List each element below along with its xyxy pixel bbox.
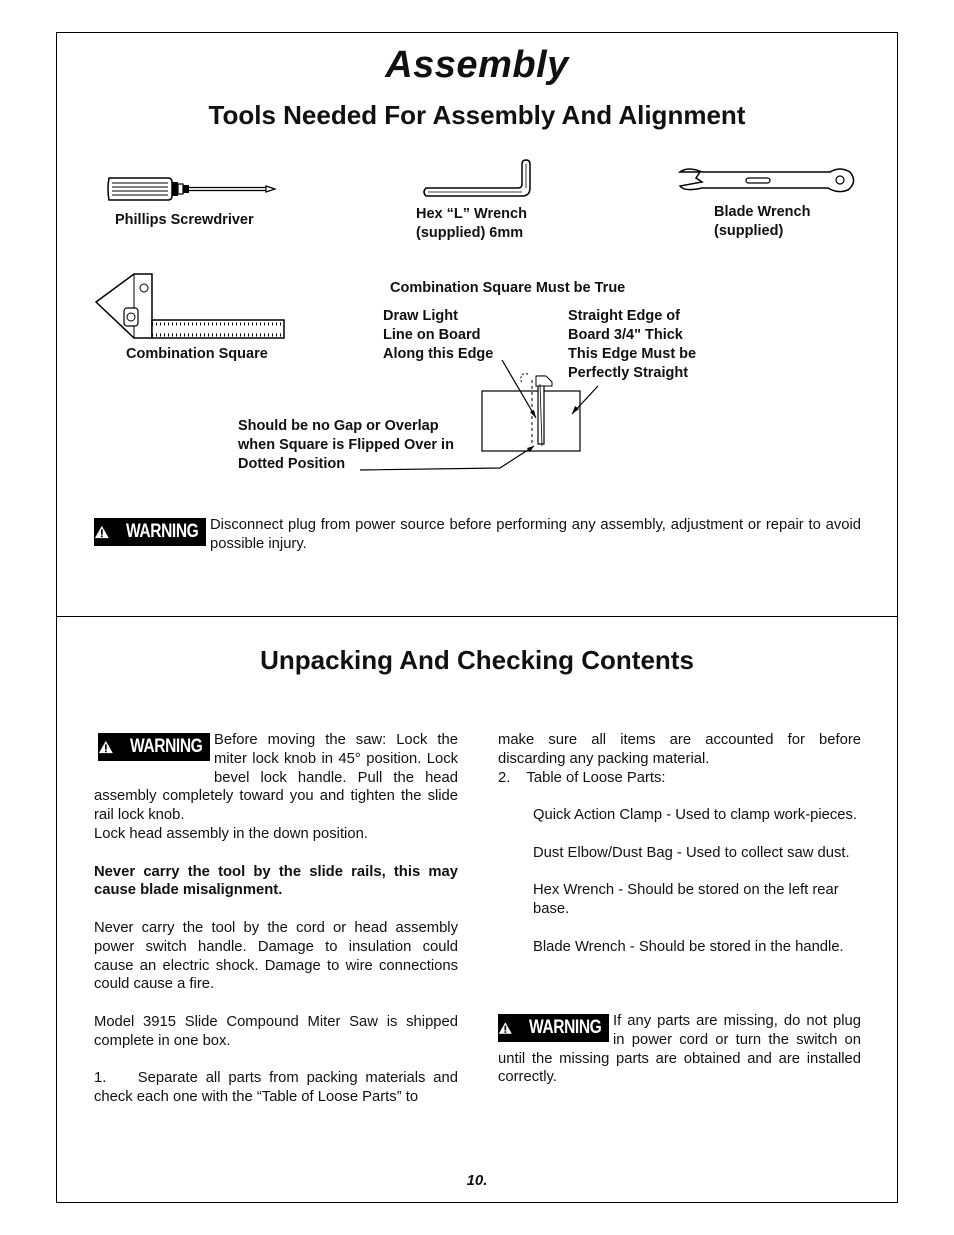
left-warning-text — [94, 731, 458, 825]
gap-note-label-3: Dotted Position — [238, 456, 346, 472]
diagram-heading: Combination Square Must be True — [390, 280, 626, 296]
straight-edge-label-2: Board 3/4" Thick — [568, 327, 683, 343]
never-slide-text: Never carry the tool by the slide rails, this may cause blade misalignment. — [94, 863, 458, 899]
right-warning-body: If any parts are missing, do not plug in power cord or turn the switch on until the missing parts are obtained and are installed correctly. — [498, 1013, 861, 1086]
never-cord-text: Never carry the tool by the cord or head assembly power switch handle. Damage to insulation could cause an electric shock. Damage to wire connections could cause a fire. — [94, 919, 458, 993]
step-1-text: 1. Separate all parts from packing materials and check each one with the “Table of Loose Parts” to — [94, 1070, 463, 1106]
straight-edge-label-3: This Edge Must be — [568, 346, 697, 362]
page-number: 10. — [466, 1172, 488, 1189]
left-column — [94, 731, 463, 1107]
warning-1-text: Disconnect plug from power source before performing any assembly, adjustment or repair to avoid possible injury. — [210, 517, 861, 552]
part-item-3: Hex Wrench - Should be stored on the left rear base. — [533, 882, 839, 918]
draw-line-label-3: Along this Edge — [383, 346, 494, 362]
right-warning-text — [498, 1012, 861, 1087]
blade-wrench-icon — [678, 164, 860, 196]
warning-label: WARNING — [125, 521, 199, 542]
section-divider — [56, 616, 898, 617]
draw-line-label-2: Line on Board — [383, 327, 481, 343]
part-item-1: Quick Action Clamp - Used to clamp work-pieces. — [533, 807, 857, 824]
hex-wrench-label-1: Hex “L” Wrench — [416, 206, 527, 222]
warning-label: WARNING — [129, 736, 203, 757]
part-item-4: Blade Wrench - Should be stored in the handle. — [533, 938, 844, 955]
warning-badge-1 — [94, 518, 206, 546]
square-check-diagram — [350, 360, 600, 480]
hex-wrench-label-2: (supplied) 6mm — [416, 225, 524, 241]
gap-note-label-2: when Square is Flipped Over in — [238, 437, 454, 453]
blade-wrench-label-2: (supplied) — [714, 223, 784, 239]
lock-head-text: Lock head assembly in the down position. — [94, 825, 368, 842]
warning-label: WARNING — [528, 1017, 602, 1038]
unpack-heading: Unpacking And Checking Contents — [260, 645, 694, 675]
left-warning-body: Before moving the saw: Lock the miter lock knob in 45° position. Lock bevel lock handle. Pull the head assembly completely toward you and tighten the slide rail lock knob. — [94, 732, 458, 824]
draw-line-label-1: Draw Light — [383, 308, 458, 324]
screwdriver-icon — [106, 172, 278, 206]
continue-text: make sure all items are accounted for before discarding any packing material. — [498, 732, 861, 767]
warning-triangle-icon — [94, 524, 110, 540]
blade-wrench-label-1: Blade Wrench — [714, 204, 811, 220]
screwdriver-label: Phillips Screwdriver — [115, 212, 254, 228]
combination-square-icon — [94, 268, 288, 342]
combination-square-label: Combination Square — [126, 346, 268, 362]
gap-note-label-1: Should be no Gap or Overlap — [238, 418, 439, 434]
tools-heading: Tools Needed For Assembly And Alignment — [208, 100, 746, 130]
straight-edge-label-4: Perfectly Straight — [568, 365, 689, 381]
right-column — [498, 731, 861, 957]
straight-edge-label-1: Straight Edge of — [568, 308, 680, 324]
model-text: Model 3915 Slide Compound Miter Saw is shipped complete in one box. — [94, 1013, 458, 1049]
hex-wrench-icon — [418, 158, 540, 202]
step-2-text: 2. Table of Loose Parts: — [498, 769, 666, 786]
part-item-2: Dust Elbow/Dust Bag - Used to collect saw dust. — [533, 844, 850, 861]
page-title: Assembly — [385, 44, 569, 86]
